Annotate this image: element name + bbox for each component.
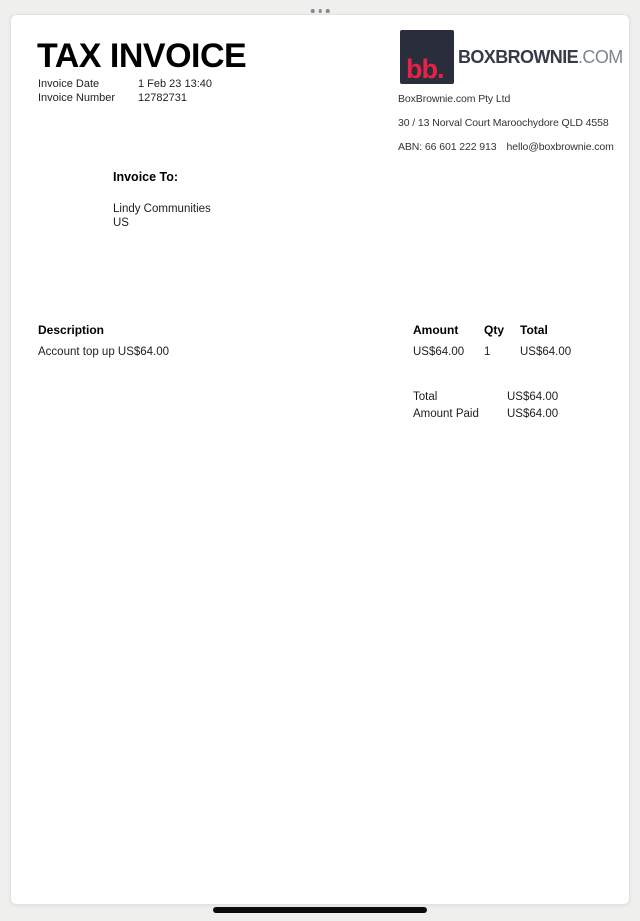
- bill-to-country: US: [113, 217, 129, 229]
- invoice-date-value: 1 Feb 23 13:40: [138, 78, 213, 90]
- invoice-meta: [38, 77, 212, 105]
- brand-wordmark: [458, 48, 623, 66]
- invoice-number-label: Invoice Number: [38, 92, 116, 104]
- summary-total-row: [11, 391, 629, 407]
- row-total: US$64.00: [520, 346, 572, 358]
- table-row: [11, 346, 629, 362]
- invoice-to-heading: Invoice To:: [113, 170, 179, 184]
- summary-amount-paid-row: [11, 408, 629, 424]
- row-qty: 1: [484, 346, 491, 358]
- logo-bb-text: bb.: [406, 54, 444, 84]
- invoice-document-page: [10, 14, 630, 905]
- company-address: 30 / 13 Norval Court Maroochydore QLD 4558: [398, 117, 609, 129]
- brand-suffix: .COM: [578, 47, 623, 67]
- summary-total-value: US$64.00: [507, 391, 559, 403]
- dot: [326, 9, 330, 13]
- invoice-number-value: 12782731: [138, 92, 187, 104]
- summary-amount-paid-label: Amount Paid: [413, 408, 479, 420]
- invoice-to-details: [113, 202, 211, 230]
- company-details: [398, 93, 614, 165]
- summary-total-label: Total: [413, 391, 438, 403]
- company-contact: [398, 141, 614, 154]
- company-name: BoxBrownie.com Pty Ltd: [398, 93, 511, 105]
- line-items-header-row: [11, 323, 629, 339]
- invoice-date-label: Invoice Date: [38, 78, 100, 90]
- boxbrownie-logo-icon: [400, 30, 454, 84]
- header-description: Description: [38, 323, 105, 337]
- row-amount: US$64.00: [413, 346, 465, 358]
- header-qty: Qty: [484, 323, 505, 337]
- home-indicator-handle[interactable]: [213, 907, 427, 913]
- dot: [311, 9, 315, 13]
- company-email: hello@boxbrownie.com: [506, 141, 614, 153]
- header-total: Total: [520, 323, 548, 337]
- row-description: Account top up US$64.00: [38, 346, 170, 358]
- header-amount: Amount: [413, 323, 459, 337]
- bill-to-name: Lindy Communities: [113, 203, 211, 215]
- brand-name: BOXBROWNIE: [458, 47, 579, 67]
- summary-amount-paid-value: US$64.00: [507, 408, 559, 420]
- company-abn: ABN: 66 601 222 913: [398, 141, 497, 153]
- dot: [318, 9, 322, 13]
- invoice-title: TAX INVOICE: [37, 37, 247, 75]
